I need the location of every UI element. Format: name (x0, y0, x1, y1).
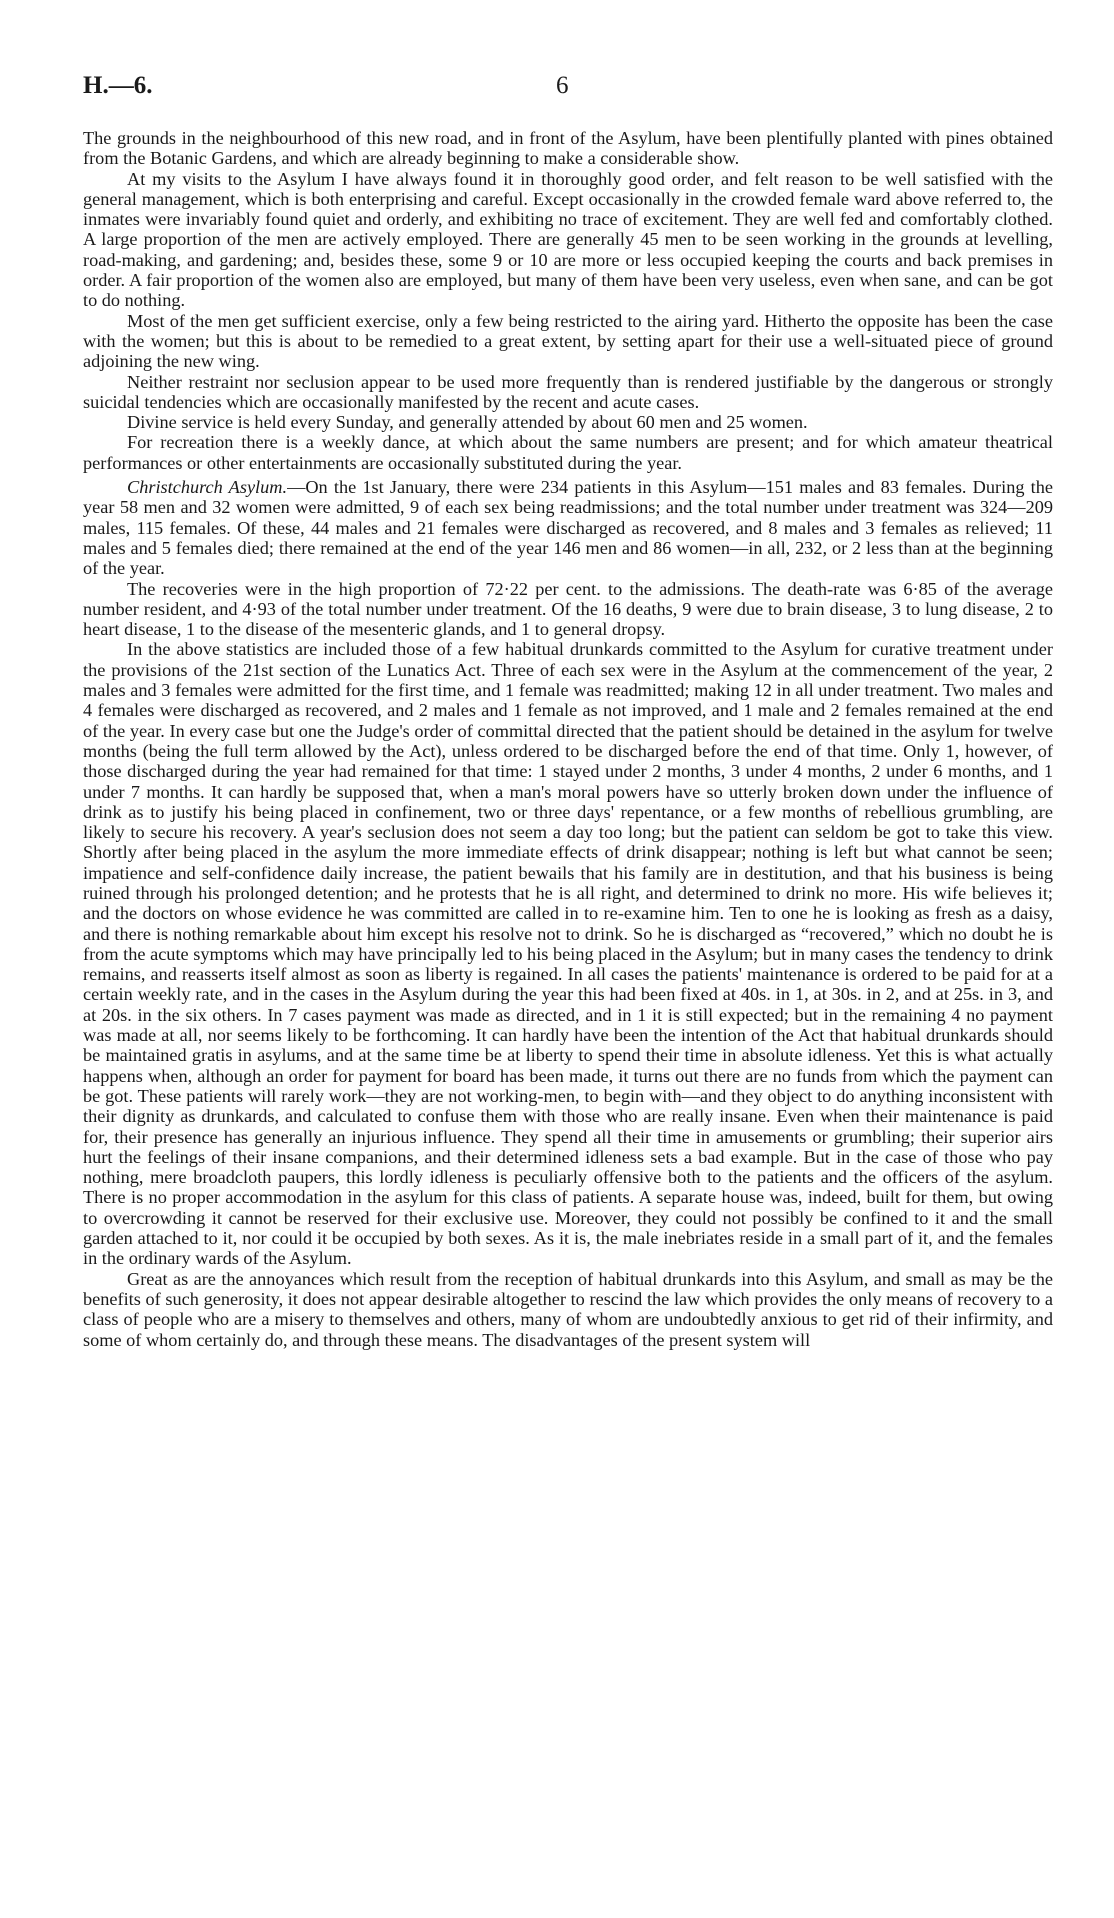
paragraph: In the above statistics are included those of a few habitual drunkards committed to the Asylum for curative treatment under the provisions of the 21st section of the Lunatics Act. Three of each sex were in the Asylum at the commencement of the year, 2 males and 3 females were admitted for the first time, and 1 female was readmitted; making 12 in all under treatment. Two males and 4 females were discharged as recovered, and 2 males and 1 female as not improved, and 1 male and 2 females remained at the end of the year. In every case but one the Judge's order of committal directed that the patient should be detained in the asylum for twelve months (being the full term allowed by the Act), unless ordered to be discharged before the end of that time. Only 1, however, of those discharged during the year had remained for that time: 1 stayed under 2 months, 3 under 4 months, 2 under 6 months, and 1 under 7 months. It can hardly be supposed that, when a man's moral powers have so utterly broken down under the influence of drink as to justify his being placed in confinement, two or three days' repentance, or a few months of rebellious grumbling, are likely to secure his recovery. A year's seclusion does not seem a day too long; but the patient can seldom be got to take this view. Shortly after being placed in the asylum the more immediate effects of drink disappear; nothing is left but what cannot be seen; impatience and self-confidence daily increase, the patient bewails that his family are in destitution, and that his business is being ruined through his prolonged detention; and he protests that he is all right, and determined to drink no more. His wife believes it; and the doctors on whose evidence he was committed are called in to re-examine him. Ten to one he is looking as fresh as a daisy, and there is nothing remarkable about him except his resolve not to drink. So he is discharged as “recovered,” which no doubt he is from the acute symptoms which may have principally led to his being placed in the Asylum; but in many cases the tendency to drink remains, and reasserts itself almost as soon as liberty is regained. In all cases the patients' maintenance is ordered to be paid for at a certain weekly rate, and in the cases in the Asylum during the year this had been fixed at 40s. in 1, at 30s. in 2, and at 25s. in 3, and at 20s. in the six others. In 7 cases payment was made as directed, and in 1 it is still expected; but in the remaining 4 no payment was made at all, nor seems likely to be forthcoming. It can hardly have been the intention of the Act that habitual drunkards should be maintained gratis in asylums, and at the same time be at liberty to spend their time in absolute idleness. Yet this is what actually happens when, although an order for payment for board has been made, it turns out there are no funds from which the payment can be got. These patients will rarely work—they are not working-men, to begin with—and they object to do anything inconsistent with their dignity as drunkards, and calculated to confuse them with those who are really insane. Even when their maintenance is paid for, their presence has generally an injurious influence. They spend all their time in amusements or grumbling; their superior airs hurt the feelings of their insane companions, and their determined idleness sets a bad example. But in the case of those who pay nothing, mere broadcloth paupers, this lordly idleness is peculiarly offensive both to the patients and the officers of the asylum. There is no proper accommodation in the asylum for this class of patients. A separate house was, indeed, built for them, but owing to overcrowding it cannot be reserved for their exclusive use. Moreover, they could not possibly be confined to it and the small garden attached to it, nor could it be occupied by both sexes. As it is, the male inebriates reside in a small part of it, and the females in the ordinary wards of the Asylum. (83, 639, 1053, 1269)
paragraph: Christchurch Asylum.—On the 1st January, there were 234 patients in this Asylum—151 males and 83 females. During the year 58 men and 32 women were admitted, 9 of each sex being readmissions; and the total number under treatment was 324—209 males, 115 females. Of these, 44 males and 21 females were discharged as recovered, and 8 males and 3 females as relieved; 11 males and 5 females died; there remained at the end of the year 146 men and 86 women—in all, 232, or 2 less than at the beginning of the year. (83, 477, 1053, 579)
paragraph: Great as are the annoyances which result from the reception of habitual drunkards into this Asylum, and small as may be the benefits of such generosity, it does not appear desirable altogether to rescind the law which provides the only means of recovery to a class of people who are a misery to themselves and others, many of whom are undoubtedly anxious to get rid of their infirmity, and some of whom certainly do, and through these means. The disadvantages of the present system will (83, 1268, 1053, 1350)
report-reference: H.—6. (83, 72, 153, 99)
paragraph: At my visits to the Asylum I have always found it in thoroughly good order, and felt reason to be well satisfied with the general management, which is both enterprising and careful. Except occasionally in the crowded female ward above referred to, the inmates were invariably found quiet and orderly, and exhibiting no trace of excitement. They are well fed and comfortably clothed. A large proportion of the men are actively employed. There are generally 45 men to be seen working in the grounds at levelling, road-making, and gardening; and, besides these, some 9 or 10 are more or less occupied keeping the courts and back premises in order. A fair proportion of the women also are employed, but many of them have been very useless, even when sane, and can be got to do nothing. (83, 168, 1053, 311)
body-text (83, 128, 1053, 1350)
paragraph: For recreation there is a weekly dance, at which about the same numbers are present; and for which amateur theatrical performances or other entertainments are occasionally substituted during the year. (83, 432, 1053, 473)
paragraph: The recoveries were in the high proportion of 72·22 per cent. to the admissions. The death-rate was 6·85 of the average number resident, and 4·93 of the total number under treatment. Of the 16 deaths, 9 were due to brain disease, 3 to lung disease, 2 to heart disease, 1 to the disease of the mesenteric glands, and 1 to general dropsy. (83, 578, 1053, 640)
paragraph: The grounds in the neighbourhood of this new road, and in front of the Asylum, have been plentifully planted with pines obtained from the Botanic Gardens, and which are already beginning to make a considerable show. (83, 128, 1053, 169)
document-page (83, 72, 1053, 1350)
page-header (83, 72, 1053, 102)
paragraph: Most of the men get sufficient exercise, only a few being restricted to the airing yard. Hitherto the opposite has been the case with the women; but this is about to be remedied to a great extent, by setting apart for their use a well-situated piece of ground adjoining the new wing. (83, 310, 1053, 372)
page-number: 6 (556, 72, 569, 99)
paragraph: Neither restraint nor seclusion appear to be used more frequently than is rendered justifiable by the dangerous or strongly suicidal tendencies which are occasionally manifested by the recent and acute cases. (83, 371, 1053, 412)
paragraph: Divine service is held every Sunday, and generally attended by about 60 men and 25 women. (127, 412, 808, 433)
section-heading: Christchurch Asylum. (127, 477, 288, 498)
